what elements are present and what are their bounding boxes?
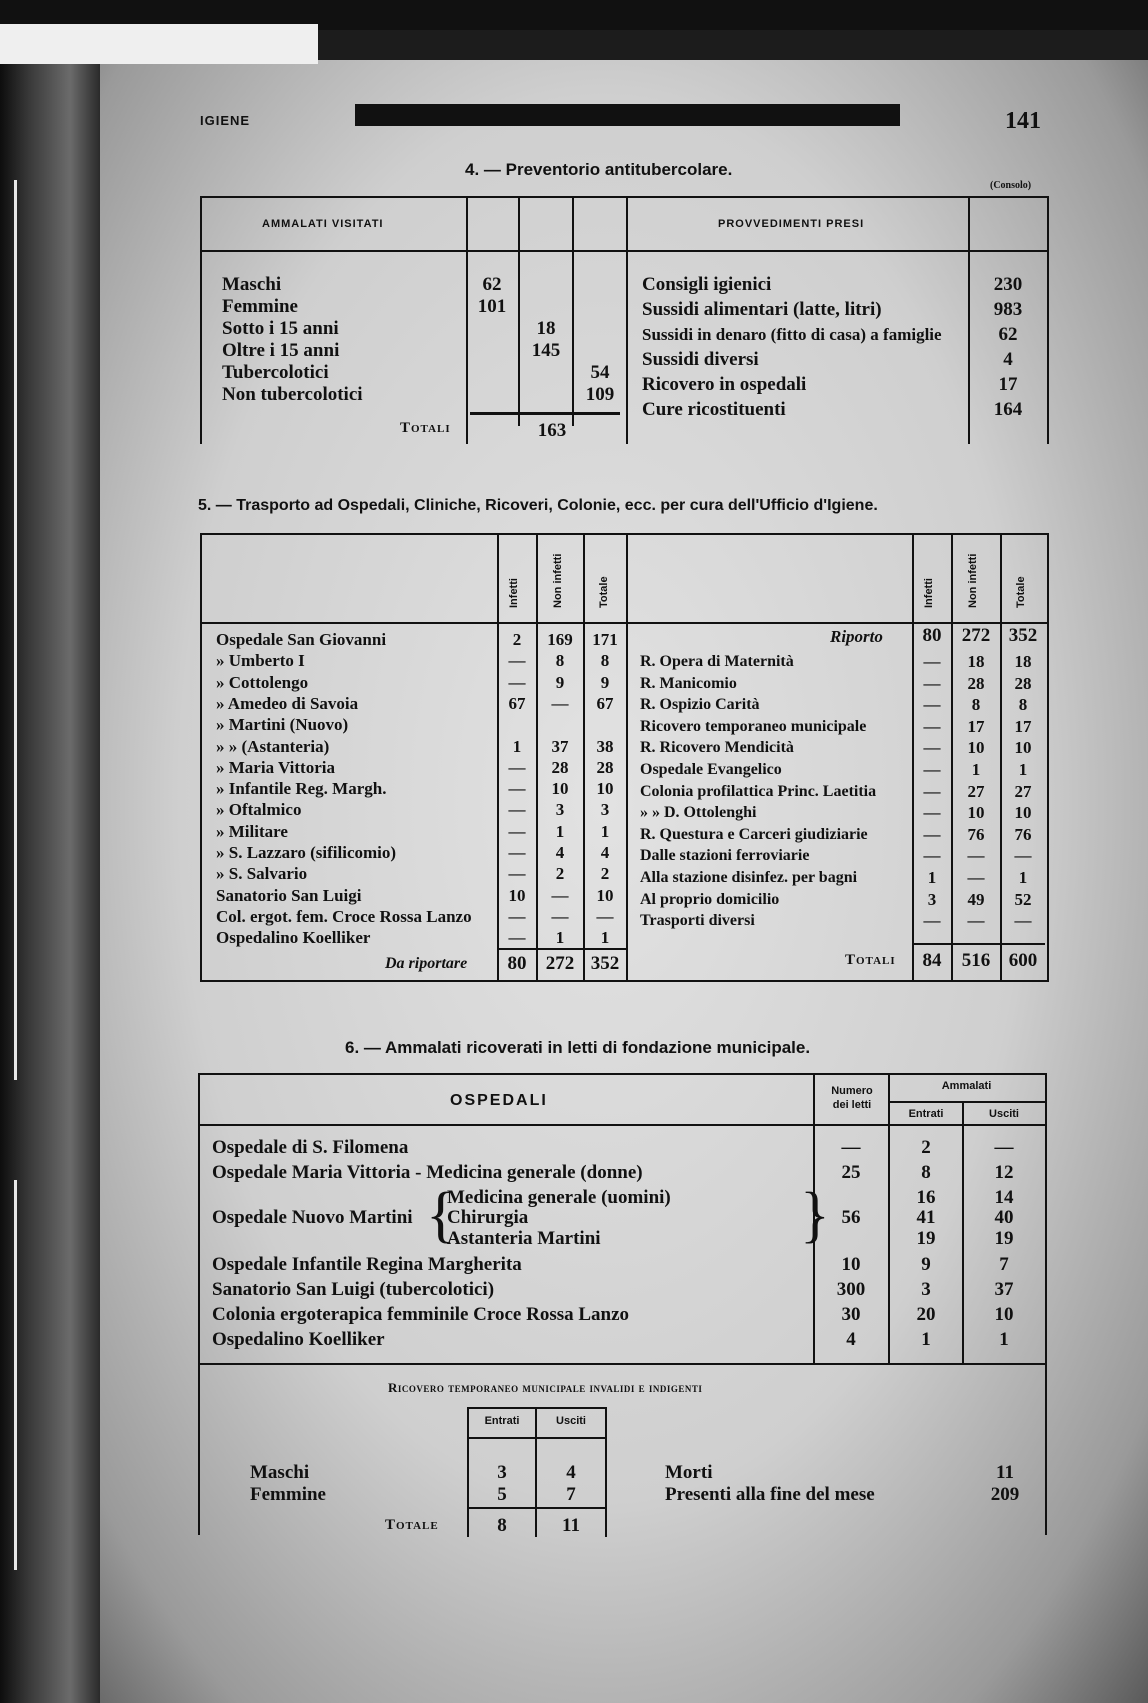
s5-right-totale: 76 xyxy=(1014,824,1032,844)
s5-right-totale: 10 xyxy=(1014,803,1032,823)
s5-left-totale: 10 xyxy=(596,779,614,799)
s5-left-label: » Oftalmico xyxy=(216,800,302,820)
s4-right-label: Sussidi in denaro (fitto di casa) a famiglie xyxy=(642,325,942,344)
s5-left-totale: 1 xyxy=(600,928,610,948)
table-rule xyxy=(626,533,628,980)
s5-right-totale: 28 xyxy=(1014,673,1032,693)
s5-right-total: 84 xyxy=(922,950,942,971)
col-header-totale: Totale xyxy=(598,576,610,608)
s6-entrati: 1 xyxy=(921,1329,931,1350)
s5-riporto: 80 xyxy=(922,625,942,646)
s5-right-totale: 52 xyxy=(1014,889,1032,909)
s5-right-non-infetti: 27 xyxy=(967,781,985,801)
s4-total-label: Totali xyxy=(400,420,451,436)
s5-left-label: » Amedeo di Savoia xyxy=(216,693,359,713)
table-rule xyxy=(198,1363,1045,1365)
s5-left-total: 272 xyxy=(545,953,575,974)
ricovero-total: 8 xyxy=(497,1515,507,1536)
total-rule xyxy=(470,412,620,415)
s4-value: 62 xyxy=(482,274,502,295)
s5-left-totale: 8 xyxy=(600,651,610,671)
s5-right-totale: 10 xyxy=(1014,738,1032,758)
col-header-non-infetti: Non infetti xyxy=(967,553,979,608)
s5-left-totale: 3 xyxy=(600,800,610,820)
s4-right-label: Sussidi diversi xyxy=(642,349,759,370)
s4-right-label: Sussidi alimentari (latte, litri) xyxy=(642,299,882,320)
s5-right-infetti: — xyxy=(923,760,941,779)
s5-left-infetti: — xyxy=(508,928,526,948)
s5-right-non-infetti: — xyxy=(967,911,985,931)
s6-letti: 30 xyxy=(841,1304,861,1325)
table-rule xyxy=(466,196,468,444)
s5-left-infetti: 1 xyxy=(512,736,522,756)
section-4-note: (Consolo) xyxy=(990,180,1032,191)
s6-row-label: Astanteria Martini xyxy=(447,1228,601,1249)
s6-letti: — xyxy=(841,1137,861,1158)
s5-right-infetti: — xyxy=(923,673,941,693)
s5-right-label: Dalle stazioni ferroviarie xyxy=(640,847,810,865)
s5-left-non-infetti: 1 xyxy=(555,821,565,841)
s6-usciti: 7 xyxy=(999,1254,1009,1275)
s5-left-non-infetti: 169 xyxy=(547,630,573,649)
s5-right-label: Colonia profilattica Princ. Laetitia xyxy=(640,782,877,800)
table-rule xyxy=(467,1437,607,1439)
s6-entrati: 20 xyxy=(916,1304,936,1325)
s5-left-non-infetti: 28 xyxy=(551,757,569,777)
s5-right-label: R. Ospizio Carità xyxy=(640,696,760,714)
s6-usciti: 14 xyxy=(994,1187,1014,1208)
s4-left-label: Non tubercolotici xyxy=(222,384,363,405)
col-header-ammalati: Ammalati xyxy=(941,1080,992,1092)
s5-right-infetti: — xyxy=(923,803,941,823)
s5-left-infetti: — xyxy=(508,800,526,820)
table-rule xyxy=(200,622,1047,624)
s6-row-sublabel: Chirurgia xyxy=(447,1207,529,1228)
s5-right-label: Ospedale Evangelico xyxy=(640,761,782,778)
table-rule xyxy=(572,196,574,426)
s4-right-label: Ricovero in ospedali xyxy=(642,374,807,395)
total-rule xyxy=(497,948,628,950)
s4-right-value: 4 xyxy=(1003,349,1013,370)
s5-left-infetti: — xyxy=(508,779,526,799)
s6-row-label: Medicina generale (uomini) xyxy=(447,1187,671,1208)
s6-entrati: 9 xyxy=(921,1254,931,1275)
s4-left-label: Maschi xyxy=(222,274,282,295)
s4-right-label: Cure ricostituenti xyxy=(642,399,786,420)
s5-left-infetti: — xyxy=(508,651,526,671)
s5-left-non-infetti: — xyxy=(551,693,569,713)
table-rule xyxy=(968,196,970,444)
s6-letti: 56 xyxy=(841,1207,861,1228)
s5-right-total: 600 xyxy=(1008,950,1038,971)
s5-left-label: » » (Astanteria) xyxy=(216,736,330,756)
running-header: IGIENE xyxy=(200,113,251,128)
s5-right-label: Alla stazione disinfez. per bagni xyxy=(640,869,858,886)
s5-left-total: 80 xyxy=(507,953,527,974)
s5-left-label: » Martini (Nuovo) xyxy=(216,715,349,735)
s5-right-infetti: — xyxy=(923,846,941,866)
s5-right-totale: — xyxy=(1014,911,1032,931)
margin-rule xyxy=(14,1180,17,1570)
ricovero-usciti: 7 xyxy=(566,1484,576,1505)
s5-left-infetti: — xyxy=(508,843,526,862)
s6-letti: 25 xyxy=(841,1162,861,1183)
s5-right-non-infetti: 28 xyxy=(967,673,985,693)
s6-row-label: Ospedale Maria Vittoria - Medicina generale (donne) xyxy=(212,1162,643,1183)
section-4-title: 4. — Preventorio antitubercolare. xyxy=(465,160,733,179)
s4-left-label: Femmine xyxy=(222,296,298,317)
s5-left-totale: 171 xyxy=(592,630,618,649)
col-header-non-infetti: Non infetti xyxy=(552,553,564,608)
s6-entrati: 3 xyxy=(921,1279,931,1300)
header-ornament xyxy=(355,104,900,126)
s6-row-label: Ospedale Infantile Regina Margherita xyxy=(212,1254,522,1275)
table-rule xyxy=(518,196,520,426)
col-header-ammalati: AMMALATI VISITATI xyxy=(262,218,384,230)
s5-right-label: Trasporti diversi xyxy=(640,912,755,930)
s6-usciti: 40 xyxy=(994,1207,1014,1228)
s5-left-non-infetti: 4 xyxy=(555,843,565,862)
s5-right-non-infetti: 76 xyxy=(967,824,985,844)
s4-right-value: 164 xyxy=(993,399,1023,420)
s5-right-label: R. Opera di Maternità xyxy=(640,653,794,670)
s5-left-label: Ospedalino Koelliker xyxy=(216,928,371,948)
s5-left-label: » Infantile Reg. Margh. xyxy=(216,779,387,799)
s4-value: 145 xyxy=(531,340,561,361)
s5-right-infetti: — xyxy=(923,695,941,715)
s4-right-label: Consigli igienici xyxy=(642,274,772,295)
s4-left-label: Tubercolotici xyxy=(222,362,329,383)
s5-left-non-infetti: 2 xyxy=(555,864,565,884)
s5-left-label: » S. Lazzaro (sifilicomio) xyxy=(216,843,397,862)
table-rule xyxy=(467,1407,607,1409)
s5-left-totale: 4 xyxy=(600,843,610,862)
s5-left-label: » Militare xyxy=(216,821,288,841)
s6-usciti: 12 xyxy=(994,1162,1014,1183)
s5-left-infetti: — xyxy=(508,757,526,777)
ricovero-total-label: Totale xyxy=(385,1517,439,1533)
s5-right-non-infetti: 1 xyxy=(971,760,981,779)
s5-riporto: 352 xyxy=(1008,625,1038,646)
s5-left-totale: 9 xyxy=(600,672,610,692)
s5-left-infetti: 2 xyxy=(512,630,522,649)
col-header-entrati: Entrati xyxy=(908,1108,944,1120)
s6-usciti: 1 xyxy=(999,1329,1009,1350)
s4-value: 18 xyxy=(536,318,556,339)
section-5-title: 5. — Trasporto ad Ospedali, Cliniche, Ricoveri, Colonie, ecc. per cura dell'Ufficio d'Igiene. xyxy=(198,497,878,514)
table-rule xyxy=(888,1101,1045,1103)
s5-right-totale: 1 xyxy=(1018,868,1028,887)
s5-left-infetti: 10 xyxy=(508,885,526,905)
table-rule xyxy=(626,196,628,444)
s5-left-infetti: — xyxy=(508,821,526,841)
s6-usciti: — xyxy=(994,1137,1014,1158)
table-rule xyxy=(198,1124,1045,1126)
col-header-provvedimenti: PROVVEDIMENTI PRESI xyxy=(718,218,865,230)
s5-left-totale: 67 xyxy=(596,693,614,713)
s5-left-totale: 10 xyxy=(596,885,614,905)
page-number: 141 xyxy=(1005,108,1041,134)
s5-left-label: » Cottolengo xyxy=(216,672,309,692)
ricovero-col-entrati: Entrati xyxy=(484,1415,520,1427)
s5-right-infetti: — xyxy=(923,781,941,801)
s5-right-infetti: 1 xyxy=(927,868,937,887)
s5-left-non-infetti: 9 xyxy=(555,672,565,692)
section-6-title: 6. — Ammalati ricoverati in letti di fondazione municipale. xyxy=(345,1038,811,1057)
s5-right-infetti: — xyxy=(923,738,941,758)
s5-right-non-infetti: 17 xyxy=(967,716,985,736)
s5-right-non-infetti: — xyxy=(967,846,985,866)
s5-right-non-infetti: 10 xyxy=(967,803,985,823)
s5-right-label: R. Manicomio xyxy=(640,674,737,692)
s4-right-value: 983 xyxy=(993,299,1023,320)
s5-right-infetti: — xyxy=(923,652,941,671)
s5-left-non-infetti: 3 xyxy=(555,800,565,820)
s6-letti: 4 xyxy=(846,1329,856,1350)
s5-right-total: 516 xyxy=(961,950,991,971)
ricovero-usciti: 4 xyxy=(566,1462,576,1483)
s5-da-riportare-label: Da riportare xyxy=(385,955,468,972)
ricovero-label: Maschi xyxy=(250,1462,310,1483)
s6-entrati: 19 xyxy=(916,1228,936,1249)
s5-left-label: » Maria Vittoria xyxy=(216,757,335,777)
s5-left-non-infetti: 1 xyxy=(555,928,565,948)
s4-left-label: Oltre i 15 anni xyxy=(222,340,340,361)
s6-letti: 10 xyxy=(841,1254,861,1275)
s6-row-label: Sanatorio San Luigi (tubercolotici) xyxy=(212,1279,495,1300)
total-rule xyxy=(912,943,1045,945)
ricovero-col-usciti: Usciti xyxy=(556,1415,586,1427)
presenti-label: Presenti alla fine del mese xyxy=(665,1484,875,1505)
ricovero-title: Ricovero temporaneo municipale invalidi e indigenti xyxy=(388,1380,703,1395)
s6-entrati: 16 xyxy=(916,1187,936,1208)
s6-usciti: 19 xyxy=(994,1228,1014,1249)
table-rule xyxy=(605,1407,607,1537)
s5-left-totale: 2 xyxy=(600,864,610,884)
s5-riporto: 272 xyxy=(961,625,991,646)
s5-right-non-infetti: 8 xyxy=(971,695,981,715)
s5-right-infetti: — xyxy=(923,716,941,736)
s6-entrati: 41 xyxy=(916,1207,936,1228)
morti-value: 11 xyxy=(996,1462,1014,1483)
s5-right-non-infetti: 10 xyxy=(967,738,985,758)
col-header-infetti: Infetti xyxy=(923,578,935,608)
s6-row-label: Colonia ergoterapica femminile Croce Rossa Lanzo xyxy=(212,1304,630,1325)
table-rule xyxy=(467,1507,607,1509)
scan-white-strip xyxy=(0,24,318,64)
ricovero-total: 11 xyxy=(562,1515,580,1536)
s4-right-value: 17 xyxy=(998,374,1018,395)
s5-left-non-infetti: — xyxy=(551,885,569,905)
s5-right-non-infetti: — xyxy=(967,868,985,887)
col-header-usciti: Usciti xyxy=(989,1108,1019,1120)
s5-totali-label: Totali xyxy=(845,952,896,968)
s5-left-non-infetti: 8 xyxy=(555,651,565,671)
s4-value: 109 xyxy=(585,384,615,405)
s5-left-label: Sanatorio San Luigi xyxy=(216,885,362,905)
s4-value: 54 xyxy=(590,362,610,383)
s5-right-non-infetti: 49 xyxy=(967,889,985,909)
s5-right-non-infetti: 18 xyxy=(967,652,985,671)
s5-right-totale: 17 xyxy=(1014,716,1032,736)
s6-letti: 300 xyxy=(836,1279,866,1300)
col-header-letti: Numero dei letti xyxy=(831,1085,873,1111)
s6-entrati: 8 xyxy=(921,1162,931,1183)
s5-left-label: Col. ergot. fem. Croce Rossa Lanzo xyxy=(216,906,472,926)
s5-left-non-infetti: 37 xyxy=(551,736,569,756)
s5-right-totale: 27 xyxy=(1014,781,1032,801)
s5-left-label: » Umberto I xyxy=(216,651,305,671)
s4-right-value: 230 xyxy=(993,274,1023,295)
scan-left-margin xyxy=(0,30,100,1703)
s5-left-non-infetti: — xyxy=(551,906,569,926)
brace-right: } xyxy=(800,1181,830,1249)
s5-left-totale: 1 xyxy=(600,821,610,841)
s5-right-label: Ricovero temporaneo municipale xyxy=(640,717,867,735)
brace-left: { xyxy=(426,1181,456,1249)
s5-right-label: » » D. Ottolenghi xyxy=(640,804,757,822)
col-header-infetti: Infetti xyxy=(508,578,520,608)
s5-right-totale: 8 xyxy=(1018,695,1028,715)
s5-right-infetti: — xyxy=(923,824,941,844)
ricovero-entrati: 5 xyxy=(497,1484,507,1505)
s5-right-label: R. Questura e Carceri giudiziarie xyxy=(640,825,868,843)
col-header-totale: Totale xyxy=(1015,576,1027,608)
s6-usciti: 37 xyxy=(994,1279,1014,1300)
s5-left-totale: 38 xyxy=(596,736,614,756)
s4-value: 101 xyxy=(477,296,507,317)
morti-label: Morti xyxy=(665,1462,713,1483)
s5-left-infetti: — xyxy=(508,906,526,926)
s6-row-label: Ospedalino Koelliker xyxy=(212,1329,385,1350)
ricovero-label: Femmine xyxy=(250,1484,326,1505)
table-rule xyxy=(200,250,1047,252)
s5-left-totale: — xyxy=(596,906,614,926)
s5-left-infetti: 67 xyxy=(508,693,526,713)
s6-usciti: 10 xyxy=(994,1304,1014,1325)
s5-left-non-infetti: 10 xyxy=(551,779,569,799)
s5-right-totale: 18 xyxy=(1014,652,1032,671)
ricovero-entrati: 3 xyxy=(497,1462,507,1483)
s5-left-infetti: — xyxy=(508,672,526,692)
s5-right-totale: — xyxy=(1014,846,1032,866)
s5-left-total: 352 xyxy=(590,953,620,974)
s5-right-label: Al proprio domicilio xyxy=(640,890,780,908)
s5-right-infetti: — xyxy=(923,911,941,931)
margin-rule xyxy=(14,180,17,1080)
s5-right-infetti: 3 xyxy=(927,889,937,909)
s4-left-label: Sotto i 15 anni xyxy=(222,318,339,339)
s5-right-totale: 1 xyxy=(1018,760,1028,779)
s6-entrati: 2 xyxy=(921,1137,931,1158)
col-header-ospedali: OSPEDALI xyxy=(450,1092,548,1109)
s6-row-label: Ospedale Nuovo Martini xyxy=(212,1207,413,1228)
s5-left-label: Ospedale San Giovanni xyxy=(216,630,387,649)
s5-left-label: » S. Salvario xyxy=(216,864,308,884)
s5-left-totale: 28 xyxy=(596,757,614,777)
s4-total-value: 163 xyxy=(537,420,567,441)
presenti-value: 209 xyxy=(990,1484,1020,1505)
s6-row-label: Ospedale di S. Filomena xyxy=(212,1137,409,1158)
s5-right-label: R. Ricovero Mendicità xyxy=(640,739,794,757)
s5-left-infetti: — xyxy=(508,864,526,884)
s4-right-value: 62 xyxy=(998,324,1018,345)
s5-riporto-label: Riporto xyxy=(830,627,883,646)
